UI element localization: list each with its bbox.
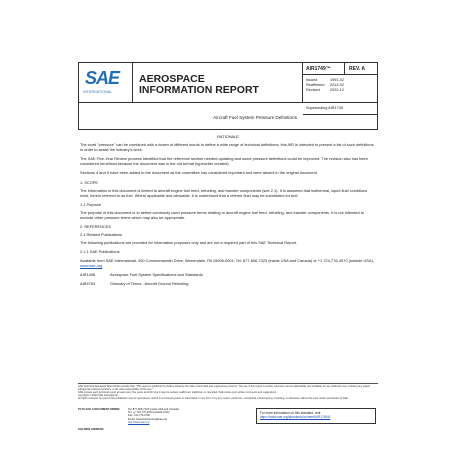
- date-row: [306, 88, 377, 93]
- publication-list: [80, 272, 376, 286]
- rationale-paragraph-2: The SAE Five-Year Review process identified that the reference section needed updating and some pressure definitions could be improved. The revision also has been considered beneficial because the document was in the old format (typewriter created).: [80, 156, 368, 167]
- sae-website-link[interactable]: www.sae.org: [80, 262, 103, 268]
- availability-paragraph: [80, 258, 376, 268]
- references-heading: 2. REFERENCES: [80, 224, 111, 230]
- related-publications-paragraph: The following publications are provided for information purposes only and are not a required part of this SAE Technical Report.: [80, 240, 298, 246]
- publication-item: [80, 281, 376, 286]
- revision-label: REV. A: [345, 63, 377, 75]
- document-dates: [303, 75, 377, 103]
- title-line-2: INFORMATION REPORT: [139, 84, 259, 96]
- document-header: [78, 62, 378, 130]
- order-line[interactable]: http://www.sae.org: [128, 420, 150, 424]
- sae-logo-subtext: INTERNATIONAL: [83, 90, 113, 94]
- copyright-notice: Copyright © 2020 SAE International: [78, 394, 118, 398]
- rationale-heading: RATIONALE: [217, 134, 239, 139]
- publication-item: [80, 272, 376, 277]
- order-line: Tel: 877-606-7323 (inside USA and Canada): [128, 408, 179, 411]
- legal-notice-2: SAE reviews each technical report at least every five years at which time it may be revised, reaffirmed, stabilized, or cancelled. SAE invites your written comments and suggestions.: [78, 391, 277, 395]
- sae-publications-heading: 2.1.1 SAE Publications: [80, 249, 120, 255]
- title-box: [133, 63, 303, 103]
- order-info: [78, 408, 228, 424]
- footer-divider: [78, 383, 378, 384]
- more-info-link[interactable]: https://www.sae.org/standards/content/AIR1749A/: [260, 415, 331, 419]
- order-lines: [128, 408, 179, 424]
- date-label: Issued: [306, 78, 318, 82]
- scope-heading: 1. SCOPE: [80, 179, 98, 185]
- date-value: 2013-02: [330, 83, 344, 87]
- publication-title: Glossary of Terms - Aircraft Ground Refueling: [110, 280, 189, 286]
- rationale-paragraph-1: The word "pressure" can be combined with a dozen of different words to define a wide range of technical definitions; this AIR is intended to present a list of such definitions in order to assist the industry's work.: [80, 142, 374, 153]
- document-page: [78, 62, 378, 432]
- sae-logo: SAE: [85, 68, 120, 88]
- rationale-paragraph-3: Sections 4 and 5 have been added to the document as the committee has considered important and were absent in the original document.: [80, 170, 318, 176]
- order-line: Tel: +1 724-776-4970 (outside USA): [128, 411, 170, 415]
- availability-text: Available from SAE International, 400 Commonwealth Drive, Warrendale, PA 15096-0001; Tel: 877-606-7323 (inside USA and Canada) or +1 724-776-4970 (outside USA),: [80, 257, 374, 263]
- date-value: 2020-12: [330, 88, 344, 92]
- order-line: Email: CustomerService@sae.org: [128, 417, 168, 421]
- order-line: Fax: 724-776-0790: [128, 414, 150, 418]
- title-line-1: AEROSPACE: [139, 73, 205, 85]
- date-value: 1991-02: [330, 78, 344, 82]
- more-info-text: For more information on this standard, visit: [260, 411, 321, 415]
- more-info-box: [256, 408, 376, 424]
- document-type-title: [139, 74, 259, 96]
- purpose-heading: 1.1 Purpose: [80, 201, 101, 207]
- publication-id: AIR1408: [80, 271, 96, 277]
- document-body: [80, 134, 376, 290]
- date-label: Reaffirmed: [306, 83, 325, 87]
- date-label: Revised: [306, 88, 320, 92]
- web-address-label: SAE WEB ADDRESS:: [78, 428, 105, 431]
- legal-notice-1: SAE Technical Standards Board Rules provide that: "This report is published by SAE to advance the state of technical and engineering sciences. The use of this report is entirely voluntary, and its applicability and suitability for any particular use, including any patent infringement arising therefrom, is the sole responsibility of the user.": [78, 385, 370, 392]
- legal-footer: [78, 385, 378, 400]
- purpose-paragraph: The purpose of this document is to define commonly used pressure terms relating to aircraft engine fuel feed, refueling, and transfer components. It is not intended to exclude other pressure terms which may also be appropriate.: [80, 209, 364, 221]
- publication-title: Aerospace Fuel System Specifications and Standards: [110, 271, 203, 277]
- logo-box: [79, 63, 133, 103]
- legal-notice-3: All rights reserved. No part of this publication may be reproduced, stored in a retrieval system or transmitted, in any form or by any means, electronic, mechanical, photocopying, recording, or otherwise, without the prior written permission of SAE.: [78, 397, 349, 401]
- scope-paragraph: The information in this document is limited to aircraft engine fuel feed, refueling, and transfer components (see 2.1). It is assumed that isothermal, liquid fluid conditions exist, herein referred to as fuel. Where applicable and allowable, it is understood that a referee fluid may be substituted for fuel.: [80, 187, 368, 198]
- order-label: TO PLACE A DOCUMENT ORDER:: [78, 408, 121, 411]
- document-subtitle: Aircraft Fuel System Pressure Definitions: [213, 115, 297, 120]
- order-contact: [78, 408, 228, 426]
- superseding-note: Superseding AIR1749: [303, 103, 377, 115]
- publication-id: AIR4763: [80, 280, 96, 286]
- related-publications-heading: 2.1 Related Publications: [80, 232, 122, 238]
- document-number: AIR1749™: [303, 63, 345, 75]
